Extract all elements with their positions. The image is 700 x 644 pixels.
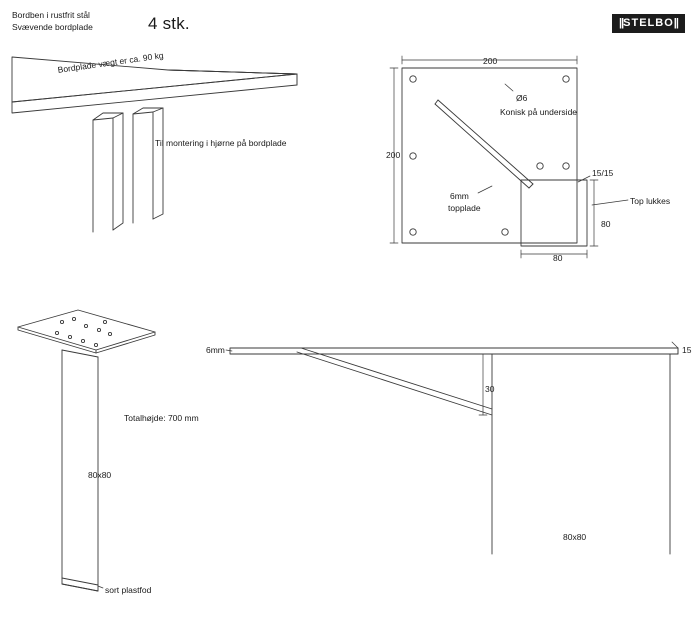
section-side-view [226, 342, 678, 554]
hole-diameter-label: Ø6 [516, 93, 528, 103]
top-closed-label: Top lukkes [630, 196, 671, 206]
section-plate-thickness: 6mm [206, 345, 225, 355]
section-tube-section: 80x80 [563, 532, 587, 542]
plate-thickness-label: 6mm [450, 191, 469, 201]
note-quantity: 4 stk. [148, 14, 190, 33]
tube-width-label: 80 [553, 253, 563, 263]
plate-dim-left: 200 [386, 150, 401, 160]
plate-dim-top: 200 [483, 56, 498, 66]
note-weight: Bordplade vægt er ca. 90 kg [57, 50, 165, 75]
note-material-line2: Svævende bordplade [12, 22, 93, 32]
tube-height-label: 80 [601, 219, 611, 229]
corner-perspective-view [12, 57, 297, 232]
hole-note-label: Konisk på underside [500, 107, 578, 117]
logo-right-bars: || [673, 17, 678, 29]
weld-gap-label: 15/15 [592, 168, 614, 178]
section-brace-height: 30 [485, 384, 495, 394]
logo-left-bars: || [619, 17, 624, 29]
leg-elevation-view [18, 310, 155, 591]
section-plate-edge: 15 [682, 345, 692, 355]
note-foot: sort plastfod [105, 585, 152, 595]
note-material-line1: Bordben i rustfrit stål [12, 10, 90, 20]
logo-name: STELBO [623, 17, 674, 29]
leg-section-label: 80x80 [88, 470, 112, 480]
note-mounting: Til montering i hjørne på bordplade [155, 138, 287, 148]
note-total-height: Totalhøjde: 700 mm [124, 413, 199, 423]
top-plate-plan-view [390, 56, 628, 258]
plate-label: topplade [448, 203, 481, 213]
